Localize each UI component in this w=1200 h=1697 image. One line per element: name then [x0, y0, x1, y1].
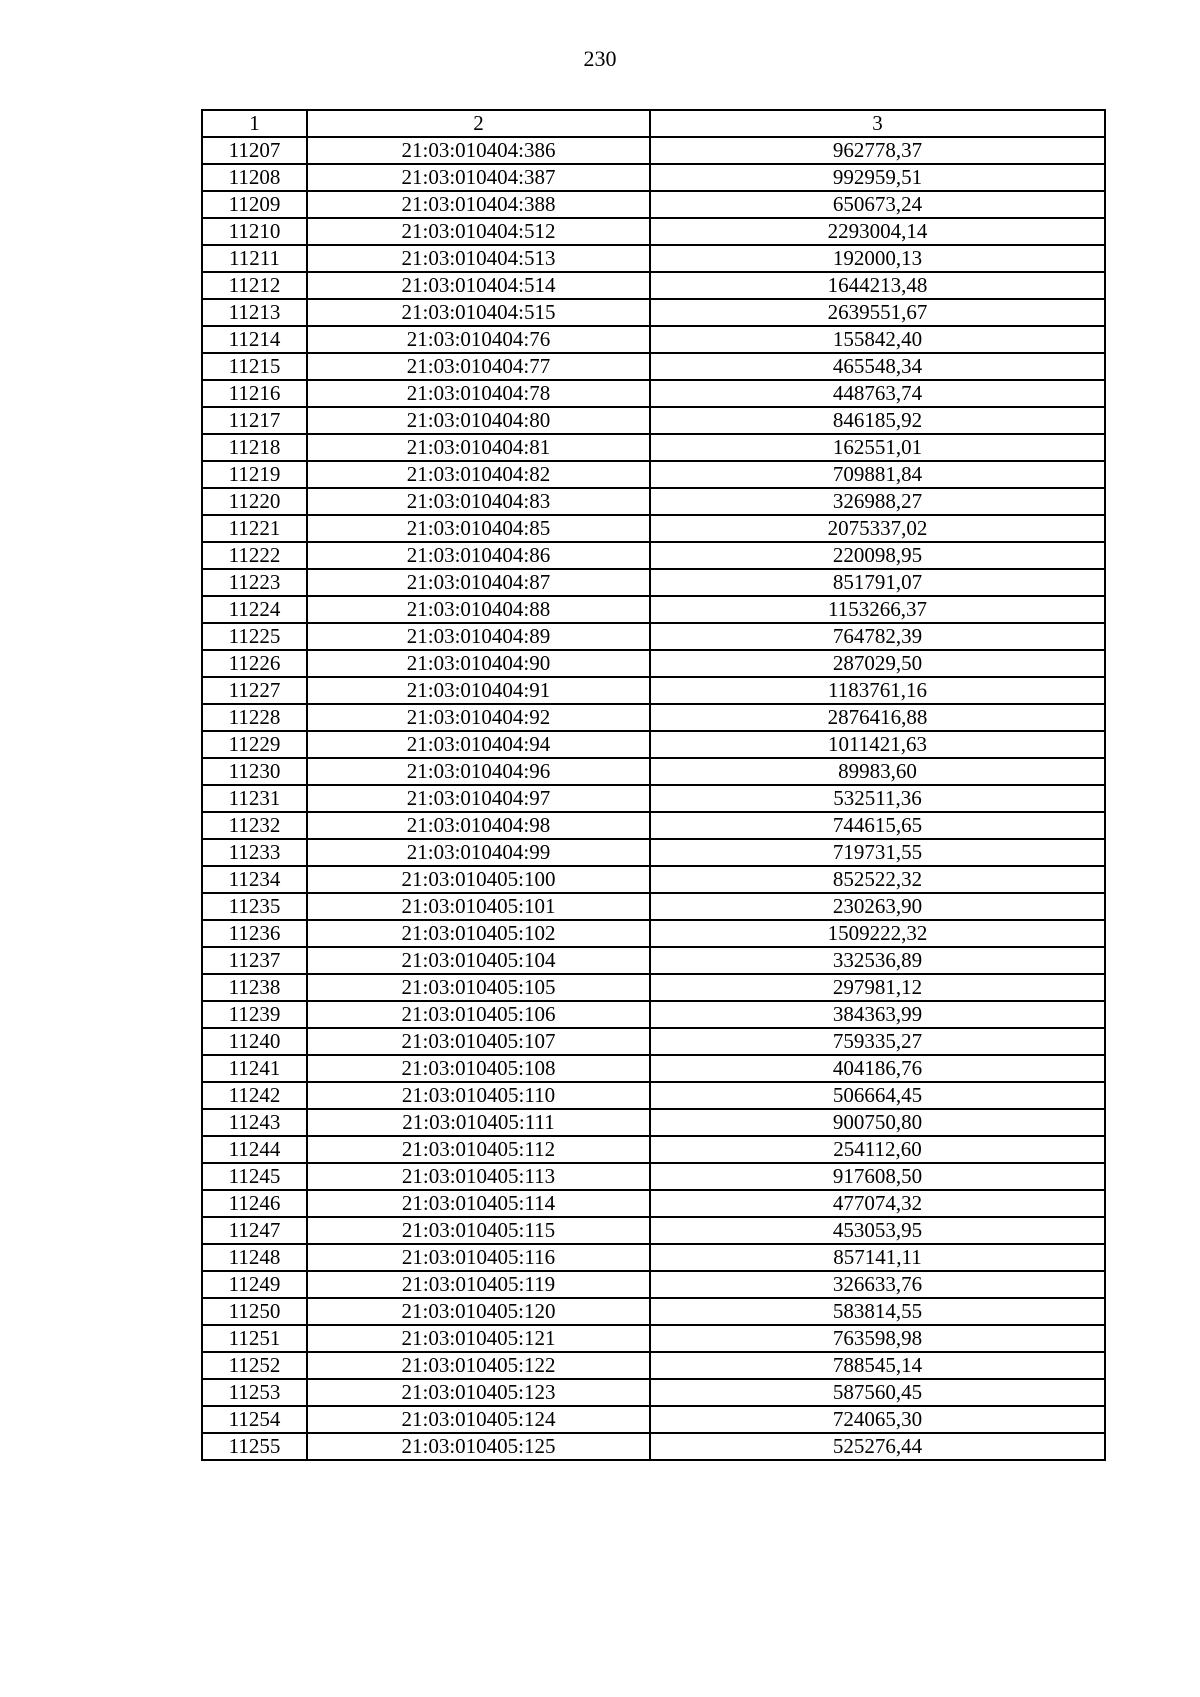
value-cell: 532511,36 — [650, 785, 1105, 812]
table-row — [202, 1298, 1105, 1325]
value-cell: 162551,01 — [650, 434, 1105, 461]
table-row — [202, 1352, 1105, 1379]
cadastral-number-cell: 21:03:010405:106 — [307, 1001, 650, 1028]
row-number-cell: 11255 — [202, 1433, 307, 1460]
row-number-cell: 11234 — [202, 866, 307, 893]
row-number-cell: 11209 — [202, 191, 307, 218]
table-body — [202, 110, 1105, 1460]
row-number-cell: 11239 — [202, 1001, 307, 1028]
table-row — [202, 866, 1105, 893]
value-cell: 332536,89 — [650, 947, 1105, 974]
row-number-cell: 11240 — [202, 1028, 307, 1055]
cadastral-number-cell: 21:03:010405:108 — [307, 1055, 650, 1082]
table-row — [202, 785, 1105, 812]
cadastral-number-cell: 21:03:010404:89 — [307, 623, 650, 650]
cadastral-number-cell: 21:03:010404:80 — [307, 407, 650, 434]
value-cell: 650673,24 — [650, 191, 1105, 218]
row-number-cell: 11214 — [202, 326, 307, 353]
header-cell-col3: 3 — [650, 110, 1105, 137]
table-row — [202, 1190, 1105, 1217]
value-cell: 506664,45 — [650, 1082, 1105, 1109]
value-cell: 2075337,02 — [650, 515, 1105, 542]
table-row — [202, 488, 1105, 515]
table-row — [202, 353, 1105, 380]
data-table — [201, 109, 1106, 1461]
row-number-cell: 11221 — [202, 515, 307, 542]
table-row — [202, 380, 1105, 407]
cadastral-number-cell: 21:03:010404:91 — [307, 677, 650, 704]
table-row — [202, 218, 1105, 245]
row-number-cell: 11237 — [202, 947, 307, 974]
value-cell: 192000,13 — [650, 245, 1105, 272]
table-row — [202, 1109, 1105, 1136]
cadastral-number-cell: 21:03:010405:125 — [307, 1433, 650, 1460]
cadastral-number-cell: 21:03:010404:78 — [307, 380, 650, 407]
table-row — [202, 1433, 1105, 1460]
row-number-cell: 11227 — [202, 677, 307, 704]
value-cell: 230263,90 — [650, 893, 1105, 920]
table-row — [202, 1055, 1105, 1082]
cadastral-number-cell: 21:03:010405:124 — [307, 1406, 650, 1433]
cadastral-number-cell: 21:03:010404:96 — [307, 758, 650, 785]
value-cell: 465548,34 — [650, 353, 1105, 380]
cadastral-number-cell: 21:03:010405:113 — [307, 1163, 650, 1190]
value-cell: 326988,27 — [650, 488, 1105, 515]
table-row — [202, 596, 1105, 623]
value-cell: 254112,60 — [650, 1136, 1105, 1163]
row-number-cell: 11216 — [202, 380, 307, 407]
row-number-cell: 11212 — [202, 272, 307, 299]
value-cell: 1011421,63 — [650, 731, 1105, 758]
row-number-cell: 11241 — [202, 1055, 307, 1082]
row-number-cell: 11230 — [202, 758, 307, 785]
row-number-cell: 11228 — [202, 704, 307, 731]
cadastral-number-cell: 21:03:010404:514 — [307, 272, 650, 299]
row-number-cell: 11213 — [202, 299, 307, 326]
row-number-cell: 11247 — [202, 1217, 307, 1244]
table-row — [202, 893, 1105, 920]
cadastral-number-cell: 21:03:010404:97 — [307, 785, 650, 812]
cadastral-number-cell: 21:03:010404:81 — [307, 434, 650, 461]
row-number-cell: 11225 — [202, 623, 307, 650]
row-number-cell: 11224 — [202, 596, 307, 623]
table-row — [202, 1163, 1105, 1190]
value-cell: 477074,32 — [650, 1190, 1105, 1217]
value-cell: 846185,92 — [650, 407, 1105, 434]
value-cell: 326633,76 — [650, 1271, 1105, 1298]
cadastral-number-cell: 21:03:010404:87 — [307, 569, 650, 596]
table-row — [202, 1244, 1105, 1271]
row-number-cell: 11238 — [202, 974, 307, 1001]
value-cell: 759335,27 — [650, 1028, 1105, 1055]
table-row — [202, 677, 1105, 704]
table-row — [202, 1001, 1105, 1028]
cadastral-number-cell: 21:03:010404:513 — [307, 245, 650, 272]
table-row — [202, 704, 1105, 731]
cadastral-number-cell: 21:03:010404:86 — [307, 542, 650, 569]
cadastral-number-cell: 21:03:010405:104 — [307, 947, 650, 974]
row-number-cell: 11208 — [202, 164, 307, 191]
value-cell: 719731,55 — [650, 839, 1105, 866]
value-cell: 1153266,37 — [650, 596, 1105, 623]
table-row — [202, 1217, 1105, 1244]
table-row — [202, 326, 1105, 353]
cadastral-number-cell: 21:03:010404:98 — [307, 812, 650, 839]
cadastral-number-cell: 21:03:010404:85 — [307, 515, 650, 542]
cadastral-number-cell: 21:03:010405:112 — [307, 1136, 650, 1163]
value-cell: 724065,30 — [650, 1406, 1105, 1433]
table-row — [202, 1271, 1105, 1298]
table-row — [202, 407, 1105, 434]
row-number-cell: 11218 — [202, 434, 307, 461]
table-row — [202, 920, 1105, 947]
header-cell-col2: 2 — [307, 110, 650, 137]
cadastral-number-cell: 21:03:010405:115 — [307, 1217, 650, 1244]
value-cell: 287029,50 — [650, 650, 1105, 677]
row-number-cell: 11250 — [202, 1298, 307, 1325]
row-number-cell: 11215 — [202, 353, 307, 380]
cadastral-number-cell: 21:03:010405:120 — [307, 1298, 650, 1325]
row-number-cell: 11229 — [202, 731, 307, 758]
table-row — [202, 272, 1105, 299]
row-number-cell: 11231 — [202, 785, 307, 812]
value-cell: 587560,45 — [650, 1379, 1105, 1406]
table-row — [202, 1379, 1105, 1406]
value-cell: 525276,44 — [650, 1433, 1105, 1460]
row-number-cell: 11207 — [202, 137, 307, 164]
row-number-cell: 11233 — [202, 839, 307, 866]
value-cell: 857141,11 — [650, 1244, 1105, 1271]
cadastral-number-cell: 21:03:010405:122 — [307, 1352, 650, 1379]
value-cell: 2876416,88 — [650, 704, 1105, 731]
table-row — [202, 164, 1105, 191]
table-row — [202, 299, 1105, 326]
cadastral-number-cell: 21:03:010404:388 — [307, 191, 650, 218]
row-number-cell: 11220 — [202, 488, 307, 515]
cadastral-number-cell: 21:03:010404:82 — [307, 461, 650, 488]
cadastral-number-cell: 21:03:010404:386 — [307, 137, 650, 164]
value-cell: 788545,14 — [650, 1352, 1105, 1379]
cadastral-number-cell: 21:03:010405:101 — [307, 893, 650, 920]
cadastral-number-cell: 21:03:010405:110 — [307, 1082, 650, 1109]
cadastral-number-cell: 21:03:010404:92 — [307, 704, 650, 731]
value-cell: 2293004,14 — [650, 218, 1105, 245]
cadastral-number-cell: 21:03:010405:114 — [307, 1190, 650, 1217]
cadastral-number-cell: 21:03:010405:105 — [307, 974, 650, 1001]
row-number-cell: 11211 — [202, 245, 307, 272]
table-row — [202, 461, 1105, 488]
value-cell: 1509222,32 — [650, 920, 1105, 947]
cadastral-number-cell: 21:03:010404:387 — [307, 164, 650, 191]
value-cell: 448763,74 — [650, 380, 1105, 407]
table-row — [202, 542, 1105, 569]
cadastral-number-cell: 21:03:010405:102 — [307, 920, 650, 947]
cadastral-number-cell: 21:03:010404:515 — [307, 299, 650, 326]
table-row — [202, 731, 1105, 758]
table-row — [202, 1325, 1105, 1352]
value-cell: 763598,98 — [650, 1325, 1105, 1352]
row-number-cell: 11254 — [202, 1406, 307, 1433]
value-cell: 1183761,16 — [650, 677, 1105, 704]
cadastral-number-cell: 21:03:010405:123 — [307, 1379, 650, 1406]
value-cell: 1644213,48 — [650, 272, 1105, 299]
row-number-cell: 11222 — [202, 542, 307, 569]
cadastral-number-cell: 21:03:010405:100 — [307, 866, 650, 893]
row-number-cell: 11245 — [202, 1163, 307, 1190]
row-number-cell: 11226 — [202, 650, 307, 677]
row-number-cell: 11210 — [202, 218, 307, 245]
value-cell: 220098,95 — [650, 542, 1105, 569]
table-row — [202, 812, 1105, 839]
value-cell: 709881,84 — [650, 461, 1105, 488]
table-header-row — [202, 110, 1105, 137]
table-row — [202, 758, 1105, 785]
cadastral-number-cell: 21:03:010404:77 — [307, 353, 650, 380]
table-row — [202, 245, 1105, 272]
cadastral-number-cell: 21:03:010405:111 — [307, 1109, 650, 1136]
table-row — [202, 1028, 1105, 1055]
cadastral-number-cell: 21:03:010404:90 — [307, 650, 650, 677]
table-row — [202, 974, 1105, 1001]
value-cell: 851791,07 — [650, 569, 1105, 596]
value-cell: 917608,50 — [650, 1163, 1105, 1190]
table-row — [202, 839, 1105, 866]
row-number-cell: 11236 — [202, 920, 307, 947]
row-number-cell: 11249 — [202, 1271, 307, 1298]
row-number-cell: 11242 — [202, 1082, 307, 1109]
row-number-cell: 11251 — [202, 1325, 307, 1352]
row-number-cell: 11253 — [202, 1379, 307, 1406]
table-row — [202, 1082, 1105, 1109]
table-row — [202, 515, 1105, 542]
value-cell: 852522,32 — [650, 866, 1105, 893]
value-cell: 962778,37 — [650, 137, 1105, 164]
table-row — [202, 1136, 1105, 1163]
table-row — [202, 434, 1105, 461]
value-cell: 900750,80 — [650, 1109, 1105, 1136]
cadastral-number-cell: 21:03:010404:94 — [307, 731, 650, 758]
row-number-cell: 11246 — [202, 1190, 307, 1217]
cadastral-number-cell: 21:03:010404:512 — [307, 218, 650, 245]
cadastral-number-cell: 21:03:010404:76 — [307, 326, 650, 353]
table-row — [202, 650, 1105, 677]
row-number-cell: 11243 — [202, 1109, 307, 1136]
value-cell: 992959,51 — [650, 164, 1105, 191]
row-number-cell: 11219 — [202, 461, 307, 488]
row-number-cell: 11252 — [202, 1352, 307, 1379]
page-number: 230 — [583, 46, 617, 71]
value-cell: 297981,12 — [650, 974, 1105, 1001]
cadastral-number-cell: 21:03:010405:107 — [307, 1028, 650, 1055]
cadastral-number-cell: 21:03:010405:121 — [307, 1325, 650, 1352]
value-cell: 453053,95 — [650, 1217, 1105, 1244]
cadastral-number-cell: 21:03:010404:99 — [307, 839, 650, 866]
table-row — [202, 1406, 1105, 1433]
value-cell: 155842,40 — [650, 326, 1105, 353]
table-row — [202, 191, 1105, 218]
row-number-cell: 11217 — [202, 407, 307, 434]
cadastral-number-cell: 21:03:010405:119 — [307, 1271, 650, 1298]
value-cell: 384363,99 — [650, 1001, 1105, 1028]
cadastral-number-cell: 21:03:010404:83 — [307, 488, 650, 515]
row-number-cell: 11244 — [202, 1136, 307, 1163]
row-number-cell: 11223 — [202, 569, 307, 596]
value-cell: 583814,55 — [650, 1298, 1105, 1325]
header-cell-col1: 1 — [202, 110, 307, 137]
cadastral-number-cell: 21:03:010404:88 — [307, 596, 650, 623]
row-number-cell: 11248 — [202, 1244, 307, 1271]
cadastral-number-cell: 21:03:010405:116 — [307, 1244, 650, 1271]
table-row — [202, 623, 1105, 650]
table-row — [202, 569, 1105, 596]
table-row — [202, 947, 1105, 974]
table-row — [202, 137, 1105, 164]
value-cell: 404186,76 — [650, 1055, 1105, 1082]
row-number-cell: 11235 — [202, 893, 307, 920]
value-cell: 89983,60 — [650, 758, 1105, 785]
value-cell: 764782,39 — [650, 623, 1105, 650]
value-cell: 744615,65 — [650, 812, 1105, 839]
value-cell: 2639551,67 — [650, 299, 1105, 326]
row-number-cell: 11232 — [202, 812, 307, 839]
